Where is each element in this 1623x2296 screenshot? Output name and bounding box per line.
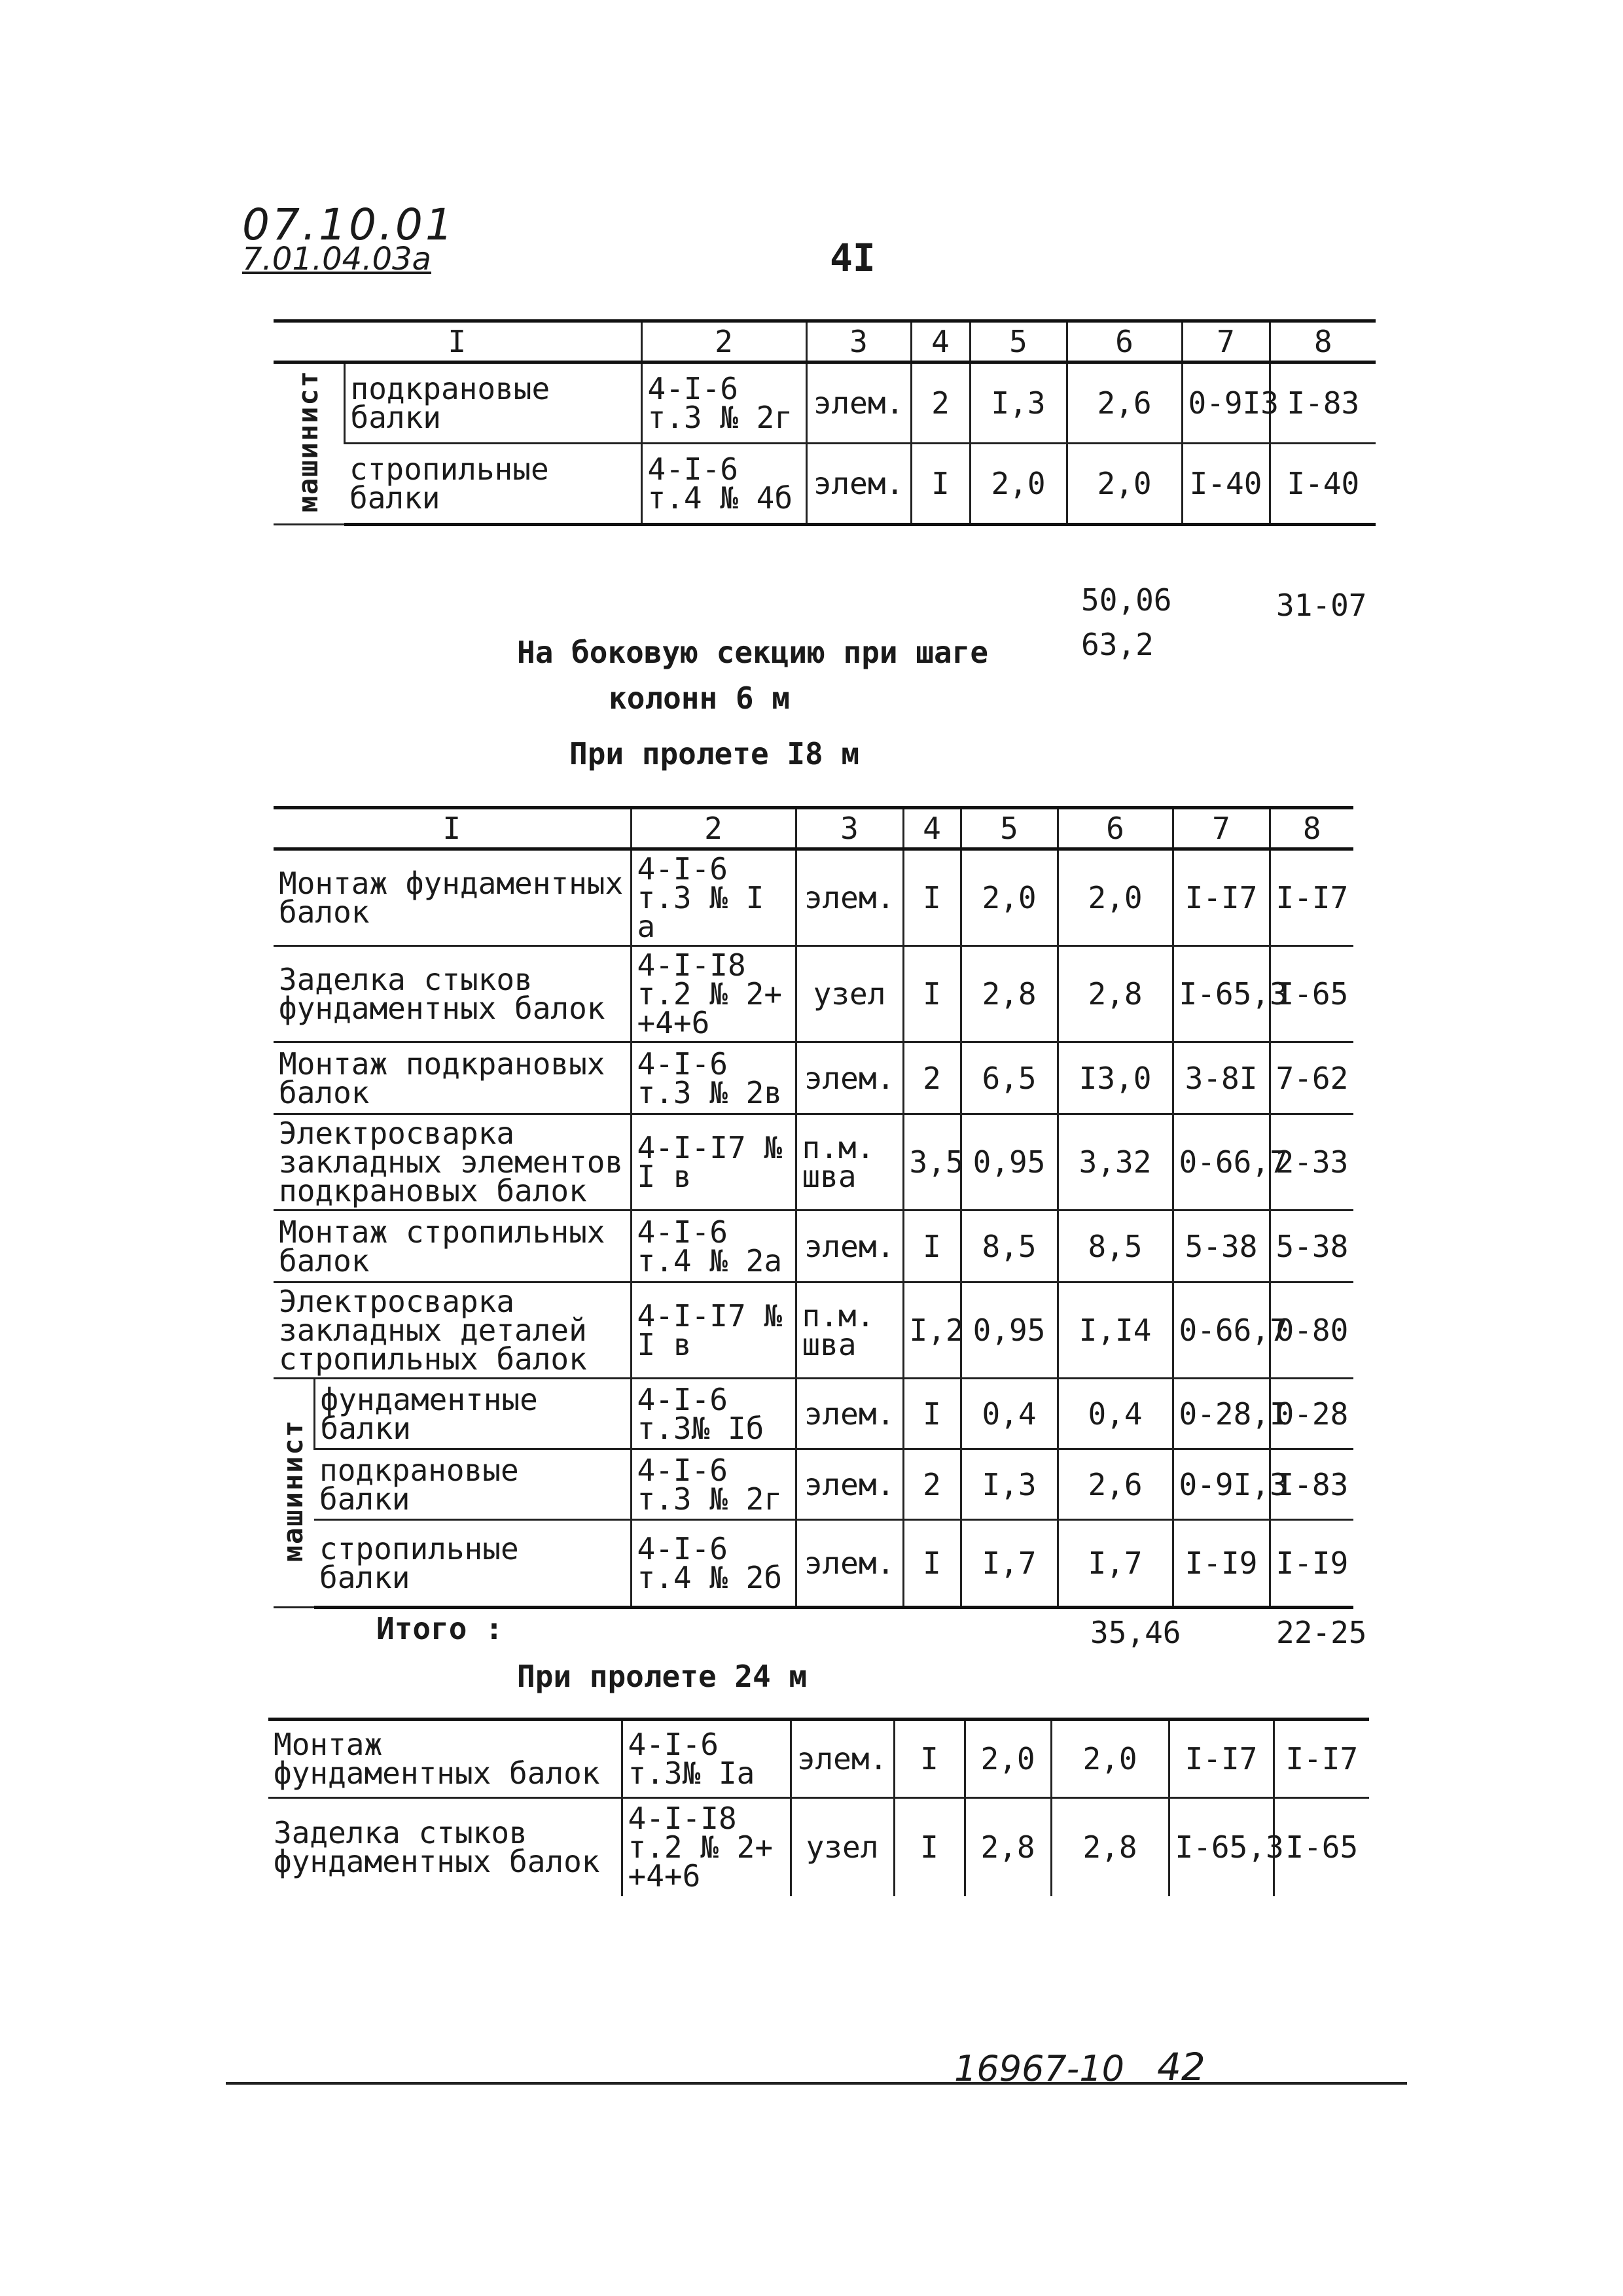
row-c5: 2,8 bbox=[965, 1798, 1051, 1896]
row-c5: 2,0 bbox=[961, 849, 1058, 946]
col-header-1: I bbox=[274, 808, 631, 849]
row-name: Заделка стыков фундаментных балок bbox=[274, 1815, 600, 1880]
row-c8: I-83 bbox=[1270, 362, 1376, 444]
row-c6: 2,6 bbox=[1067, 362, 1182, 444]
col-header-5: 5 bbox=[970, 321, 1067, 362]
row-name: стропильные балки bbox=[314, 1520, 631, 1608]
row-unit: узел bbox=[796, 946, 903, 1042]
row-c6: 2,6 bbox=[1058, 1449, 1173, 1520]
row-c6: 2,0 bbox=[1051, 1720, 1169, 1798]
row-c4: I bbox=[903, 1379, 961, 1449]
row-c5: 0,95 bbox=[961, 1114, 1058, 1210]
row-c8: 0-28 bbox=[1270, 1379, 1353, 1449]
row-ref: 4-I-6 т.3 № I а bbox=[631, 849, 796, 946]
row-c8: I-83 bbox=[1270, 1449, 1353, 1520]
row-c4: I bbox=[903, 1210, 961, 1282]
row-name: подкрановые балки bbox=[344, 362, 641, 444]
col-header-7: 7 bbox=[1173, 808, 1270, 849]
col-header-3: 3 bbox=[806, 321, 911, 362]
row-name: Электросварка закладных элементов подкрановых балок bbox=[274, 1114, 631, 1210]
group-label-cell bbox=[274, 1379, 314, 1608]
row-c7: I-65,3 bbox=[1173, 946, 1270, 1042]
row-c7: I-I7 bbox=[1173, 849, 1270, 946]
group-label: машинист bbox=[292, 370, 325, 513]
row-c6: 8,5 bbox=[1058, 1210, 1173, 1282]
row-c4: 2 bbox=[903, 1449, 961, 1520]
row-c4: I,2 bbox=[903, 1282, 961, 1379]
row-name: Монтаж фундаментных балок bbox=[274, 849, 631, 946]
page-number: 4I bbox=[830, 236, 876, 280]
row-unit: элем. bbox=[796, 849, 903, 946]
row-c8: 7-62 bbox=[1270, 1042, 1353, 1114]
row-name: фундаментные балки bbox=[314, 1379, 631, 1449]
row-c8: 2-33 bbox=[1270, 1114, 1353, 1210]
row-c6: 0,4 bbox=[1058, 1379, 1173, 1449]
col-header-8: 8 bbox=[1270, 808, 1353, 849]
summary-total-b: 31-07 bbox=[1276, 588, 1367, 623]
col-header-1: I bbox=[274, 321, 641, 362]
document-code-handwritten: 07.10.01 bbox=[242, 200, 455, 250]
row-unit: элем. bbox=[796, 1042, 903, 1114]
row-unit: элем. bbox=[796, 1210, 903, 1282]
row-c6: I3,0 bbox=[1058, 1042, 1173, 1114]
row-c4: I bbox=[903, 849, 961, 946]
row-c7: 0-28,I bbox=[1173, 1379, 1270, 1449]
row-name: Монтаж подкрановых балок bbox=[274, 1042, 631, 1114]
row-unit: элем. bbox=[791, 1720, 894, 1798]
row-c7: I-I7 bbox=[1169, 1720, 1274, 1798]
col-header-5: 5 bbox=[961, 808, 1058, 849]
row-c5: 2,8 bbox=[961, 946, 1058, 1042]
row-c7: 0-66,7 bbox=[1173, 1114, 1270, 1210]
row-name: Монтаж стропильных балок bbox=[274, 1210, 631, 1282]
row-ref: 4-I-6 т.4 № 4б bbox=[641, 444, 806, 525]
row-name: стропильные балки bbox=[344, 444, 641, 525]
row-ref: 4-I-6 т.4 № 2б bbox=[631, 1520, 796, 1608]
row-c5: 2,0 bbox=[965, 1720, 1051, 1798]
row-ref: 4-I-6 т.3 № 2в bbox=[631, 1042, 796, 1114]
summary-total-c: 63,2 bbox=[1081, 627, 1154, 662]
row-c7: 0-9I,3 bbox=[1173, 1449, 1270, 1520]
row-c8: I-I7 bbox=[1274, 1720, 1369, 1798]
summary-total-a: 50,06 bbox=[1081, 582, 1172, 618]
row-c4: 2 bbox=[903, 1042, 961, 1114]
row-name: Заделка стыков фундаментных балок bbox=[274, 946, 631, 1042]
row-c4: I bbox=[911, 444, 970, 525]
row-ref: 4-I-6 т.3 № 2г bbox=[641, 362, 806, 444]
col-header-8: 8 bbox=[1270, 321, 1376, 362]
row-c6: I,7 bbox=[1058, 1520, 1173, 1608]
row-ref: 4-I-I7 № I в bbox=[631, 1114, 796, 1210]
col-header-6: 6 bbox=[1067, 321, 1182, 362]
table-span-18 bbox=[274, 806, 1353, 1609]
col-header-2: 2 bbox=[641, 321, 806, 362]
row-c6: 2,8 bbox=[1051, 1798, 1169, 1896]
caption-line-1: На боковую секцию при шаге bbox=[517, 635, 989, 670]
col-header-4: 4 bbox=[911, 321, 970, 362]
row-c7: I-40 bbox=[1182, 444, 1270, 525]
col-header-7: 7 bbox=[1182, 321, 1270, 362]
row-ref: 4-I-I7 № I в bbox=[631, 1282, 796, 1379]
row-c6: 2,0 bbox=[1067, 444, 1182, 525]
row-unit: элем. bbox=[796, 1379, 903, 1449]
col-header-2: 2 bbox=[631, 808, 796, 849]
span18-total-b: 22-25 bbox=[1276, 1615, 1367, 1650]
table-span-24 bbox=[268, 1718, 1369, 1896]
row-c5: 8,5 bbox=[961, 1210, 1058, 1282]
row-unit: элем. bbox=[806, 444, 911, 525]
row-c5: I,3 bbox=[961, 1449, 1058, 1520]
span24-title: При пролете 24 м bbox=[517, 1659, 808, 1694]
row-c4: I bbox=[894, 1720, 965, 1798]
row-c8: 5-38 bbox=[1270, 1210, 1353, 1282]
group-label-cell bbox=[274, 362, 344, 525]
row-c5: I,3 bbox=[970, 362, 1067, 444]
span18-total-label: Итого : bbox=[376, 1611, 503, 1646]
row-c4: I bbox=[894, 1798, 965, 1896]
row-c8: I-I7 bbox=[1270, 849, 1353, 946]
row-c7: 0-9I3 bbox=[1182, 362, 1270, 444]
row-c7: 0-66,7 bbox=[1173, 1282, 1270, 1379]
row-unit: элем. bbox=[796, 1449, 903, 1520]
row-ref: 4-I-6 т.4 № 2а bbox=[631, 1210, 796, 1282]
row-c6: 3,32 bbox=[1058, 1114, 1173, 1210]
row-c6: 2,0 bbox=[1058, 849, 1173, 946]
row-c5: 6,5 bbox=[961, 1042, 1058, 1114]
row-c8: I-65 bbox=[1274, 1798, 1369, 1896]
row-c7: 3-8I bbox=[1173, 1042, 1270, 1114]
row-ref: 4-I-I8 т.2 № 2+ +4+6 bbox=[631, 946, 796, 1042]
row-unit: элем. bbox=[796, 1520, 903, 1608]
row-ref: 4-I-6 т.3№ Iб bbox=[631, 1379, 796, 1449]
row-ref: 4-I-I8 т.2 № 2+ +4+6 bbox=[622, 1798, 791, 1896]
row-unit: узел bbox=[791, 1798, 894, 1896]
footer-stamp: 16967-10 bbox=[954, 2048, 1124, 2089]
row-c7: I-I9 bbox=[1173, 1520, 1270, 1608]
row-c8: I-65 bbox=[1270, 946, 1353, 1042]
row-name: Электросварка закладных деталей стропильных балок bbox=[274, 1282, 631, 1379]
row-unit: элем. bbox=[806, 362, 911, 444]
row-c4: I bbox=[903, 1520, 961, 1608]
row-ref: 4-I-6 т.3№ Iа bbox=[622, 1720, 791, 1798]
document-code-sub: 7.01.04.03а bbox=[242, 241, 431, 277]
row-c5: 0,95 bbox=[961, 1282, 1058, 1379]
span18-total-a: 35,46 bbox=[1090, 1615, 1181, 1650]
footer-rule bbox=[226, 2082, 1407, 2085]
row-c8: I-I9 bbox=[1270, 1520, 1353, 1608]
group-label: машинист bbox=[277, 1419, 310, 1563]
footer-stamp-page: 42 bbox=[1157, 2045, 1205, 2089]
row-c7: 5-38 bbox=[1173, 1210, 1270, 1282]
span18-title: При пролете I8 м bbox=[569, 736, 860, 771]
row-c5: 0,4 bbox=[961, 1379, 1058, 1449]
row-c4: 3,5 bbox=[903, 1114, 961, 1210]
row-c4: I bbox=[903, 946, 961, 1042]
col-header-4: 4 bbox=[903, 808, 961, 849]
row-ref: 4-I-6 т.3 № 2г bbox=[631, 1449, 796, 1520]
row-c8: 0-80 bbox=[1270, 1282, 1353, 1379]
caption-line-2: колонн 6 м bbox=[609, 680, 790, 716]
row-name: подкрановые балки bbox=[314, 1449, 631, 1520]
row-c7: I-65,3 bbox=[1169, 1798, 1274, 1896]
row-name: Монтаж фундаментных балок bbox=[268, 1720, 622, 1798]
row-c4: 2 bbox=[911, 362, 970, 444]
row-c5: I,7 bbox=[961, 1520, 1058, 1608]
row-unit: п.м. шва bbox=[796, 1282, 903, 1379]
row-unit: п.м. шва bbox=[796, 1114, 903, 1210]
row-c6: 2,8 bbox=[1058, 946, 1173, 1042]
row-c6: I,I4 bbox=[1058, 1282, 1173, 1379]
row-c5: 2,0 bbox=[970, 444, 1067, 525]
col-header-3: 3 bbox=[796, 808, 903, 849]
table-top-continuation bbox=[274, 319, 1376, 526]
row-c8: I-40 bbox=[1270, 444, 1376, 525]
col-header-6: 6 bbox=[1058, 808, 1173, 849]
